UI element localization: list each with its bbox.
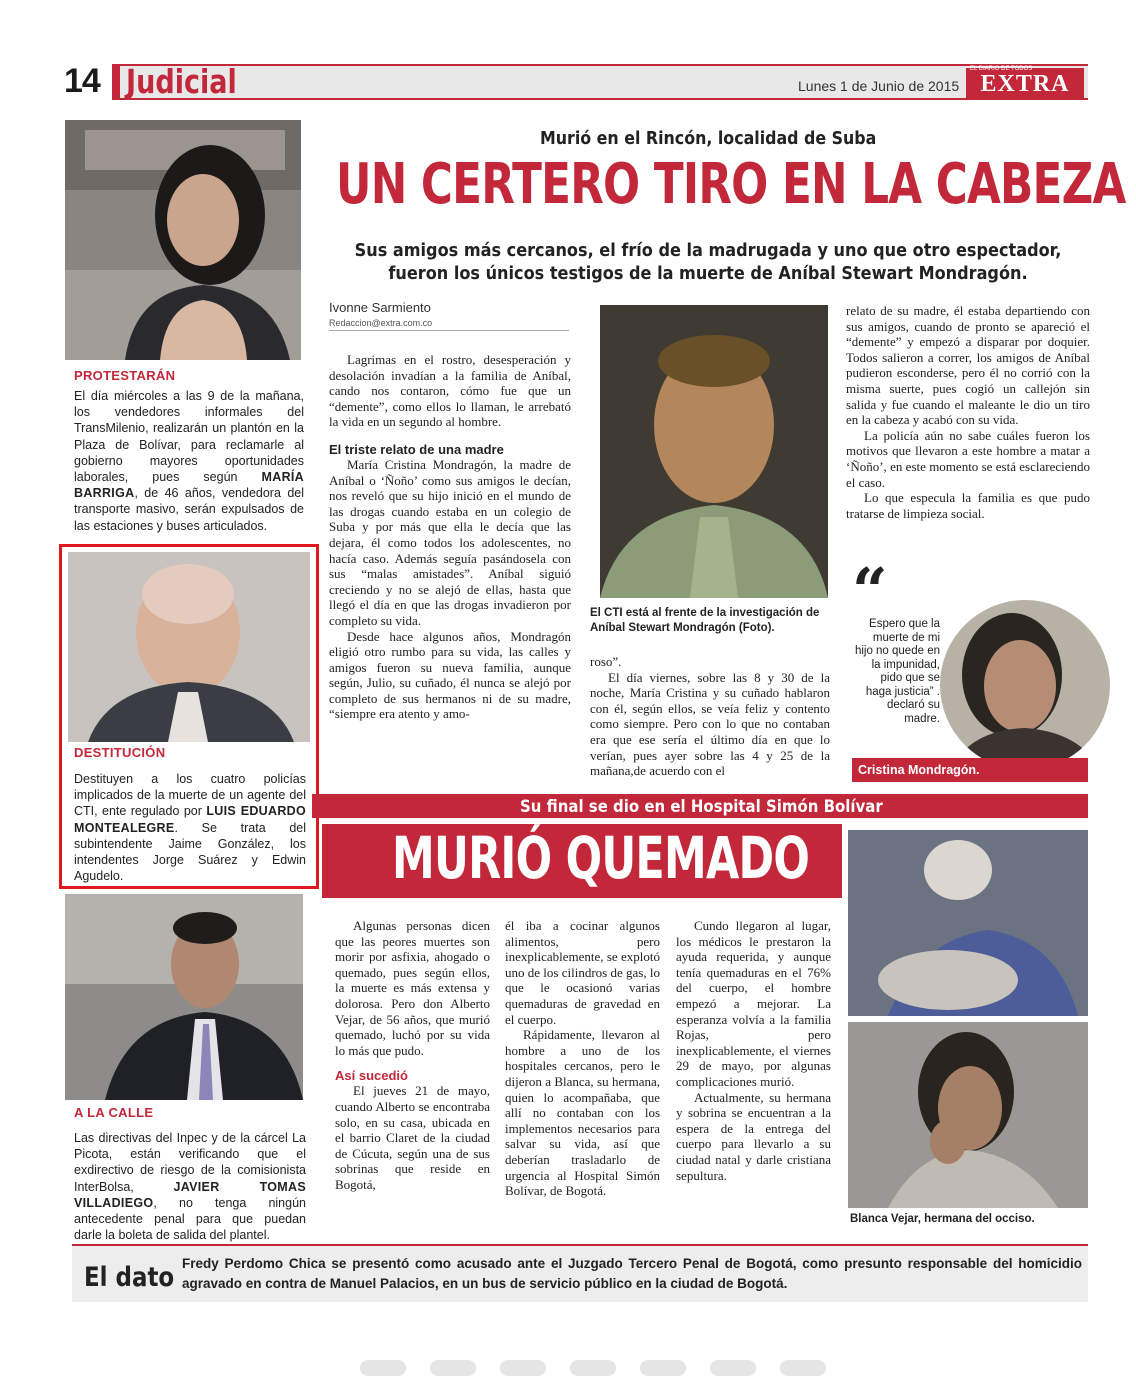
article1-email: Redaccion@extra.com.co [329,318,569,331]
article2-headline: MURIÓ QUEMADO [392,824,810,892]
article1-column-2: roso”. El día viernes, sobre las 8 y 30 de la noche, María Cristina y su cuñado hablaron con él, según ellos, se veía feliz y contento como siempre. Pero con lo que no contaban era que ese sería el último día en que lo verían, pues ayer sobre las 4 y 25 de la mañana,de acuerdo con el [590,654,830,779]
header-accent [112,64,120,100]
article1-deck: Sus amigos más cercanos, el frío de la madrugada y uno que otro espectador, fueron los únicos testigos de la muerte de Aníbal Stewart Mondragón. [354,241,1062,284]
photo-anibal-stewart [600,305,828,598]
article1-pull-quote: Espero que la muerte de mi hijo no quede en la impunidad, pido que se haga justicia” . declaró su madre. [854,618,940,725]
decoration [430,1360,476,1376]
article2-column-2: él iba a cocinar algunos alimentos, pero inexplicablemente, se explotó uno de los cilindros de gas, lo que le ocasionó varias quemaduras de gravedad en el cuerpo. Rápidamente, llevaron al hombre a uno de los hospitales cercanos, pero le dijeron a Blanca, su hermana, quien lo acompañaba, que allí no contaban con los implementos necesarios para salvar su vida, así que deberían trasladarlo de urgencia al Hospital Simón Bolívar, de Bogotá. [505,918,660,1199]
article1-column-3: relato de su madre, él estaba departiendo con sus amigos, cuando de pronto se apareció el “demente” y empezó a disparar por doquier. Todos salieron a correr, los amigos de Aníbal pudieron esconderse, pero él no corrió con la misma suerte, pues cogió un callejón sin salida y fue cuando el maleante le dio un tiro en la cabeza y acabó con su vida. La policía aún no sabe cuáles fueron los motivos que llevaron a este hombre a matar a ‘Ñoño’, en este momento se está esclareciendo el caso. Lo que especula la familia es que pudo tratarse de limpieza social. [846,303,1090,521]
decoration [500,1360,546,1376]
decoration [360,1360,406,1376]
article1-photo-caption: El CTI está al frente de la investigación de Aníbal Stewart Mondragón (Foto). [590,607,820,634]
article2-column-1: Algunas personas dicen que las peores muertes son morir por asfixia, ahogado o quemado, pues según ellos, la muerte es más extensa y dolorosa. Pero don Alberto Vejar, de 56 años, que murió quemado, luchó por su vida lo más que pudo. Así sucedió El jueves 21 de mayo, cuando Alberto se encontraba solo, en su casa, ubicada en el barrio Claret de la ciudad de Cúcuta, según una de sus sobrinas que reside en Bogotá, [335,918,490,1192]
photo-cristina-mondragon [940,600,1110,770]
sidebar-heading-protestaran: PROTESTARÁN [74,368,176,383]
photo-hospital-patient [848,830,1088,1016]
article2-column-3: Cundo llegaron al lugar, los médicos le prestaron la ayuda requerida, y aunque tenía quemaduras en el 76% del cuerpo, el hombre empezó a mejorar. La esperanza volvía a la familia Rojas, pero inexplicablemente, el viernes 29 de mayo, por algunas complicaciones murió. Actualmente, su hermana y sobrina se encuentran a la espera de la entrega del cuerpo para llevarlo a su ciudad natal y darle cristiana sepultura. [676,918,831,1183]
sidebar-name-maria-barriga: MARÍA BARRIGA [74,470,304,501]
quote-caption: Cristina Mondragón. [858,763,980,777]
newspaper-logo: EXTRA [966,68,1084,98]
decoration [570,1360,616,1376]
article1-headline: UN CERTERO TIRO EN LA CABEZA [336,152,1126,217]
decoration [780,1360,826,1376]
sidebar-text-destitucion: Destituyen a los cuatro policías implicados de la muerte de un agente del CTI, ente regulado por LUIS EDUARDO MONTEALEGRE. Se trata del subintendente Jaime González, los intendentes Jorge Suárez y Edwin Agudelo. [74,772,306,884]
page-number: 14 [64,62,100,100]
photo-luis-eduardo-montealegre [68,552,310,742]
article1-column-1: Lagrimas en el rostro, desesperación y desolación invadían a la familia de Aníbal, cando nos contaron, cómo fue que un “demente”, como ellos lo llaman, le arrebató la vida en un segundo al hombre. El triste relato de una madre María Cristina Mondragón, la madre de Aníbal o ‘Ñoño’ como sus amigos le decían, nos reveló que su hijo inició en el mundo de las drogas cuando estaba en un colegio de Suba y por más que ella le decía que las dejara, él como todos los adolescentes, no hacía caso. Además seguía pasándosela con sus “malas amistades”. Aníbal siguió creciendo y no se alejó de ellas, hasta que llegó el día en que las drogas invadieron por completo su vida. Desde hace algunos años, Mondragón eligió otro rumbo para su vida, las calles y amigos fueron su nueva familia, aunque según, Julio, su cuñado, él nunca se alejó por completo de sus hermanos ni de su madre, “siempre era atento y amo- [329,352,571,722]
sidebar-name-montealegre: LUIS EDUARDO MONTEALEGRE [74,804,306,835]
photo-javier-tomas-villadiego [65,894,303,1100]
article2-photo-caption: Blanca Vejar, hermana del occiso. [850,1213,1035,1225]
logo-tagline: EL DIARIO DE TODOS [970,66,1033,72]
article1-subhead: El triste relato de una madre [329,441,504,457]
sidebar-heading-destitucion: DESTITUCIÓN [74,745,166,760]
article1-kicker: Murió en el Rincón, localidad de Suba [540,128,877,149]
article1-author: Ivonne Sarmiento [329,300,431,315]
article2-subhead: Así sucedió [335,1068,408,1084]
issue-date: Lunes 1 de Junio de 2015 [798,78,960,94]
decoration [710,1360,756,1376]
quote-mark-icon: “ [852,554,888,627]
section-title: Judicial [126,62,237,101]
article2-kicker: Su final se dio en el Hospital Simón Bolívar [520,797,883,817]
el-dato-label: El dato [84,1262,175,1293]
decoration [640,1360,686,1376]
sidebar-text-protestaran: El día miércoles a las 9 de la mañana, los vendedores informales del TransMilenio, realizarán un plantón en la Plaza de Bolívar, para reclamarle al gobierno mayores oportunidades laborales, pues según MARÍA BARRIGA, de 46 años, vendedora del transporte masivo, serán expulsados de las estaciones y buses articulados. [74,389,304,533]
sidebar-name-villadiego: JAVIER TOMAS VILLADIEGO [74,1179,306,1210]
sidebar-text-a-la-calle: Las directivas del Inpec y de la cárcel La Picota, están verificando que el exdirectivo de riesgo de la comisionista InterBolsa, JAVIER TOMAS VILLADIEGO, no tenga ningún antecedente penal para que puedan darle la boleta de salida del plantel. [74,1131,306,1243]
el-dato-text: Fredy Perdomo Chica se presentó como acusado ante el Juzgado Tercero Penal de Bogotá, como presunto responsable del homicidio agravado en contra de Manuel Palacios, en un bus de servicio público en la ciudad de Bogotá. [182,1256,1082,1291]
sidebar-heading-a-la-calle: A LA CALLE [74,1105,154,1120]
photo-maria-barriga [65,120,301,360]
photo-blanca-vejar [848,1022,1088,1208]
